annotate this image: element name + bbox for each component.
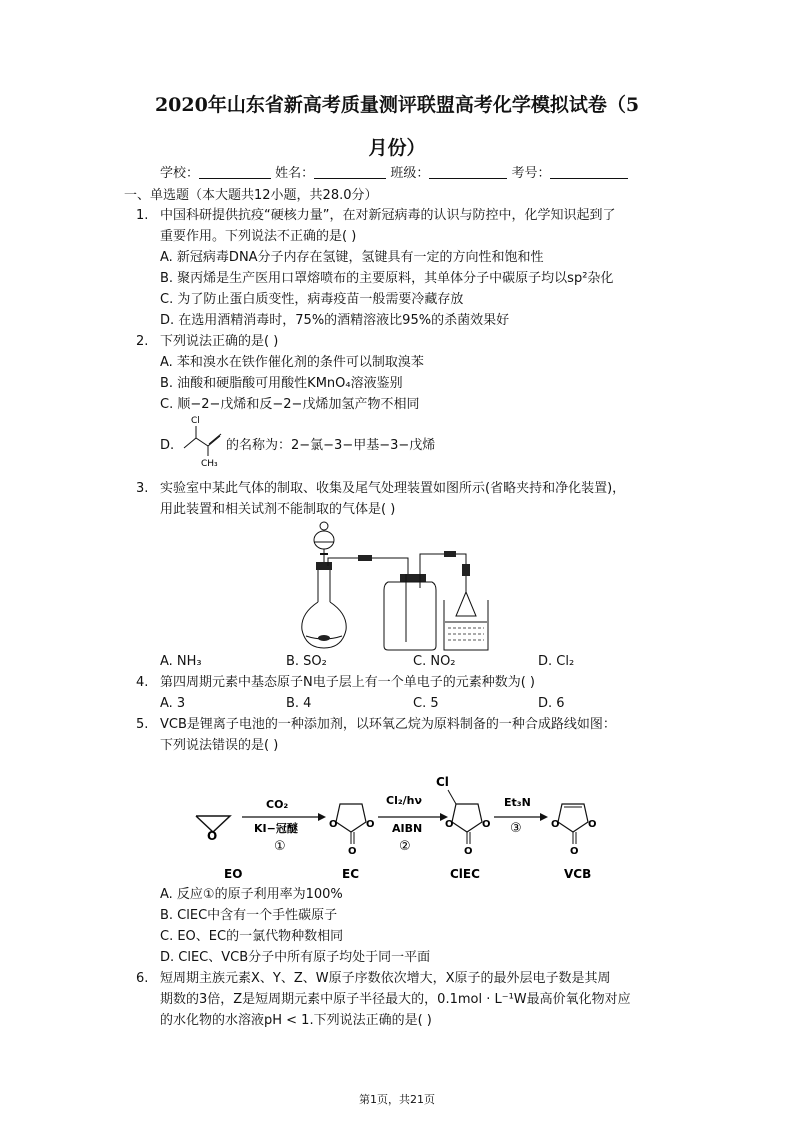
clec-chlorine: Cl (436, 775, 449, 789)
q3-option-b[interactable]: B. SO₂ (286, 654, 327, 669)
section-heading: 一、单选题（本大题共12小题，共28.0分） (124, 188, 378, 203)
q5-stem-line2: 下列说法错误的是( ) (160, 738, 279, 753)
exam-no-blank[interactable] (550, 164, 628, 179)
q5-option-d[interactable]: D. ClEC、VCB分子中所有原子均处于同一平面 (160, 950, 431, 965)
school-blank[interactable] (199, 164, 271, 179)
q4-option-c[interactable]: C. 5 (413, 696, 439, 711)
q4-number: 4. (136, 675, 149, 690)
step-3-marker: ③ (510, 821, 522, 836)
reagent-3-top: Et₃N (504, 796, 531, 809)
q5-synthesis-scheme (190, 770, 610, 885)
step-1-marker: ① (274, 839, 286, 854)
q3-stem-line1: 实验室中某此气体的制取、收集及尾气处理装置如图所示(省略夹持和净化装置)， (160, 481, 626, 496)
q3-option-c[interactable]: C. NO₂ (413, 654, 456, 669)
eo-oxygen: O (207, 829, 218, 843)
q6-stem-line3: 的水化物的水溶液pH < 1.下列说法正确的是( ) (160, 1013, 432, 1028)
q2-option-d-text[interactable]: 的名称为：2−氯−3−甲基−3−戊烯 (226, 438, 436, 453)
label-clec: ClEC (450, 867, 480, 881)
q5-stem-line1: VCB是锂离子电池的一种添加剂，以环氧乙烷为原料制备的一种合成路线如图： (160, 717, 616, 732)
q3-number: 3. (136, 481, 149, 496)
clec-o-right: O (482, 819, 491, 830)
q6-number: 6. (136, 971, 149, 986)
ec-o-right: O (366, 819, 375, 830)
class-label: 班级： (390, 166, 430, 181)
page-footer: 第1页，共21页 (359, 1093, 435, 1106)
q5-number: 5. (136, 717, 149, 732)
clec-o-carbonyl: O (464, 846, 473, 857)
q2-option-b[interactable]: B. 油酸和硬脂酸可用酸性KMnO₄溶液鉴别 (160, 376, 403, 391)
q2-cl-label: Cl (191, 416, 200, 426)
reagent-2-bottom: AIBN (392, 822, 423, 835)
q1-option-c[interactable]: C. 为了防止蛋白质变性，病毒疫苗一般需要冷藏存放 (160, 292, 464, 307)
ec-o-left: O (329, 819, 338, 830)
clec-o-left: O (445, 819, 454, 830)
label-eo: EO (224, 867, 243, 881)
vcb-o-left: O (551, 819, 560, 830)
name-blank[interactable] (314, 164, 386, 179)
class-blank[interactable] (429, 164, 507, 179)
info-line (160, 164, 628, 184)
q3-option-a[interactable]: A. NH₃ (160, 654, 202, 669)
q2-option-d-prefix[interactable]: D. (160, 438, 175, 453)
q6-stem-line1: 短周期主族元素X、Y、Z、W原子序数依次增大，X原子的最外层电子数是其周 (160, 971, 611, 986)
q2-stem: 下列说法正确的是( ) (160, 334, 279, 349)
q2-option-a[interactable]: A. 苯和溴水在铁作催化剂的条件可以制取溴苯 (160, 355, 424, 370)
q1-option-a[interactable]: A. 新冠病毒DNA分子内存在氢键，氢键具有一定的方向性和饱和性 (160, 250, 544, 265)
q2-option-d-structure (180, 412, 226, 470)
q2-ch3-label: CH₃ (201, 459, 218, 469)
q1-number: 1. (136, 208, 149, 223)
q3-apparatus-diagram (296, 518, 496, 654)
vcb-o-right: O (588, 819, 597, 830)
page-title-line2: 月份） (368, 137, 426, 159)
reagent-1-bottom: KI−冠醚 (254, 822, 298, 835)
q6-stem-line2: 期数的3倍，Z是短周期元素中原子半径最大的，0.1mol · L⁻¹W最高价氧化物对应 (160, 992, 631, 1007)
label-ec: EC (342, 867, 360, 881)
reagent-1-top: CO₂ (266, 798, 289, 811)
q2-option-c[interactable]: C. 顺−2−戊烯和反−2−戊烯加氢产物不相同 (160, 397, 420, 412)
q1-stem-line1: 中国科研提供抗疫“硬核力量”，在对新冠病毒的认识与防控中，化学知识起到了 (160, 208, 616, 223)
school-label: 学校： (160, 166, 200, 181)
name-label: 姓名： (275, 166, 315, 181)
exam-no-label: 考号： (511, 166, 551, 181)
q4-option-d[interactable]: D. 6 (538, 696, 565, 711)
q5-option-a[interactable]: A. 反应①的原子利用率为100% (160, 887, 343, 902)
q4-stem: 第四周期元素中基态原子N电子层上有一个单电子的元素种数为( ) (160, 675, 536, 690)
step-2-marker: ② (399, 839, 411, 854)
ec-o-carbonyl: O (348, 846, 357, 857)
q4-option-b[interactable]: B. 4 (286, 696, 312, 711)
reagent-2-top: Cl₂/hν (386, 794, 423, 807)
q2-number: 2. (136, 334, 149, 349)
q3-option-d[interactable]: D. Cl₂ (538, 654, 575, 669)
q5-option-b[interactable]: B. ClEC中含有一个手性碳原子 (160, 908, 338, 923)
q4-option-a[interactable]: A. 3 (160, 696, 186, 711)
q1-option-d[interactable]: D. 在选用酒精消毒时，75%的酒精溶液比95%的杀菌效果好 (160, 313, 510, 328)
q1-option-b[interactable]: B. 聚丙烯是生产医用口罩熔喷布的主要原料，其单体分子中碳原子均以sp²杂化 (160, 271, 614, 286)
q1-stem-line2: 重要作用。下列说法不正确的是( ) (160, 229, 357, 244)
q5-option-c[interactable]: C. EO、EC的一氯代物种数相同 (160, 929, 344, 944)
q3-stem-line2: 用此装置和相关试剂不能制取的气体是( ) (160, 502, 396, 517)
page-title-line1: 2020年山东省新高考质量测评联盟高考化学模拟试卷（5 (154, 94, 640, 116)
vcb-o-carbonyl: O (570, 846, 579, 857)
label-vcb: VCB (564, 867, 592, 881)
